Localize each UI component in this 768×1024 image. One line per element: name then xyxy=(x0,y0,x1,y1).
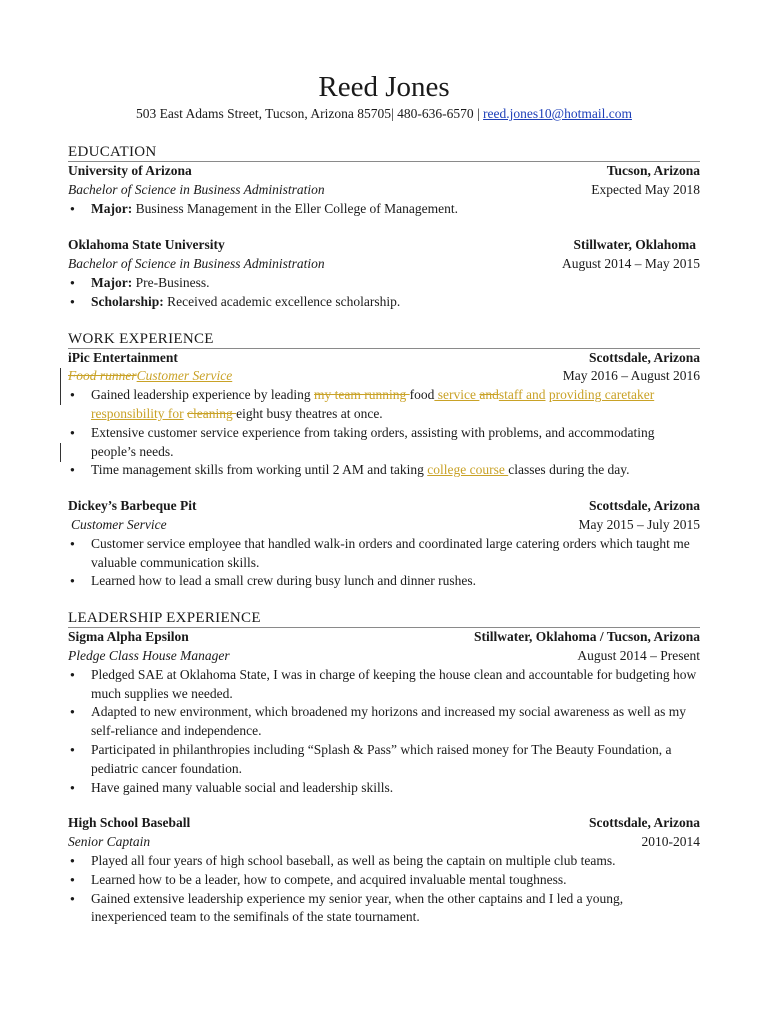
role: Senior Captain xyxy=(68,834,151,850)
list-item: ● Learned how to lead a small crew during busy lunch and dinner rushes. xyxy=(68,572,700,591)
work-heading: WORK EXPERIENCE xyxy=(68,330,700,349)
date: August 2014 – May 2015 xyxy=(562,256,700,272)
role: Pledge Class House Manager xyxy=(68,647,230,663)
work-entry xyxy=(68,349,700,481)
company-location: Scottsdale, Arizona xyxy=(589,498,700,514)
revision-change-bar xyxy=(60,368,61,405)
deleted-text: Food runner xyxy=(68,368,137,384)
company-location: Scottsdale, Arizona xyxy=(589,349,700,365)
list-item: ● Scholarship: Received academic excellence scholarship. xyxy=(68,293,700,312)
education-entry xyxy=(68,236,700,311)
list-item: ● Have gained many valuable social and leadership skills. xyxy=(68,779,700,798)
org-name: High School Baseball xyxy=(68,815,191,831)
contact-address: 503 East Adams Street, Tucson, Arizona 85705| 480-636-6570 | xyxy=(136,106,484,121)
list-item: ● Customer service employee that handled walk-in orders and coordinated large catering orders which taught me valuable communication skills. xyxy=(68,535,700,573)
list-item: ● Gained leadership experience by leading my team running food service andstaff and providing caretaker responsibility for cleaning eight busy theatres at once. xyxy=(68,386,700,424)
education-section xyxy=(68,143,700,312)
list-item: ● Learned how to be a leader, how to compete, and acquired invaluable mental toughness. xyxy=(68,871,700,890)
leadership-entry xyxy=(68,814,700,927)
degree: Bachelor of Science in Business Administration xyxy=(68,181,325,197)
education-entry xyxy=(68,162,700,218)
education-heading: EDUCATION xyxy=(68,143,700,162)
date: May 2016 – August 2016 xyxy=(562,368,700,384)
leadership-heading: LEADERSHIP EXPERIENCE xyxy=(68,609,700,628)
school-name: Oklahoma State University xyxy=(68,237,225,253)
job-title: Customer Service xyxy=(71,516,167,532)
list-item: ● Adapted to new environment, which broadened my horizons and increased my social awareness as well as my self-reliance and independence. xyxy=(68,703,700,741)
degree: Bachelor of Science in Business Administration xyxy=(68,256,325,272)
work-entry xyxy=(68,497,700,591)
company-name: Dickey’s Barbeque Pit xyxy=(68,498,197,514)
date: August 2014 – Present xyxy=(577,647,700,663)
date: May 2015 – July 2015 xyxy=(578,516,700,532)
work-section xyxy=(68,330,700,592)
school-location: Stillwater, Oklahoma xyxy=(573,237,696,253)
org-location: Stillwater, Oklahoma / Tucson, Arizona xyxy=(473,629,700,645)
leadership-section xyxy=(68,609,700,927)
list-item: ● Gained extensive leadership experience my senior year, when the other captains and I led a young, inexperienced team to the semifinals of the state tournament. xyxy=(68,890,700,928)
school-location: Tucson, Arizona xyxy=(606,163,700,178)
list-item: ● Played all four years of high school baseball, as well as being the captain on multiple club teams. xyxy=(68,852,700,871)
leadership-entry xyxy=(68,628,700,797)
job-title xyxy=(68,367,232,386)
list-item: ● Major: Pre-Business. xyxy=(68,274,700,293)
date: 2010-2014 xyxy=(641,834,700,850)
inserted-text: Customer Service xyxy=(136,368,233,384)
list-item: ● Major: Business Management in the Eller College of Management. xyxy=(68,200,700,219)
list-item: ● Participated in philanthropies including “Splash & Pass” which raised money for The Beauty Foundation, a pediatric cancer foundation. xyxy=(68,741,700,779)
list-item: ● Pledged SAE at Oklahoma State, I was in charge of keeping the house clean and accountable for budgeting how much supplies we needed. xyxy=(68,666,700,704)
email-link[interactable]: reed.jones10@hotmail.com xyxy=(483,106,632,121)
date: Expected May 2018 xyxy=(591,181,700,197)
contact-line xyxy=(68,105,700,123)
revision-change-bar xyxy=(60,443,61,462)
company-name: iPic Entertainment xyxy=(68,349,178,365)
org-name: Sigma Alpha Epsilon xyxy=(68,629,189,645)
org-location: Scottsdale, Arizona xyxy=(589,815,700,831)
resume-name: Reed Jones xyxy=(318,71,450,103)
school-name: University of Arizona xyxy=(68,163,192,178)
list-item: ● Extensive customer service experience from taking orders, assisting with problems, and accommodating people’s needs. xyxy=(68,424,700,462)
list-item: ● Time management skills from working until 2 AM and taking college course classes during the day. xyxy=(68,461,700,480)
resume-page xyxy=(68,68,700,927)
